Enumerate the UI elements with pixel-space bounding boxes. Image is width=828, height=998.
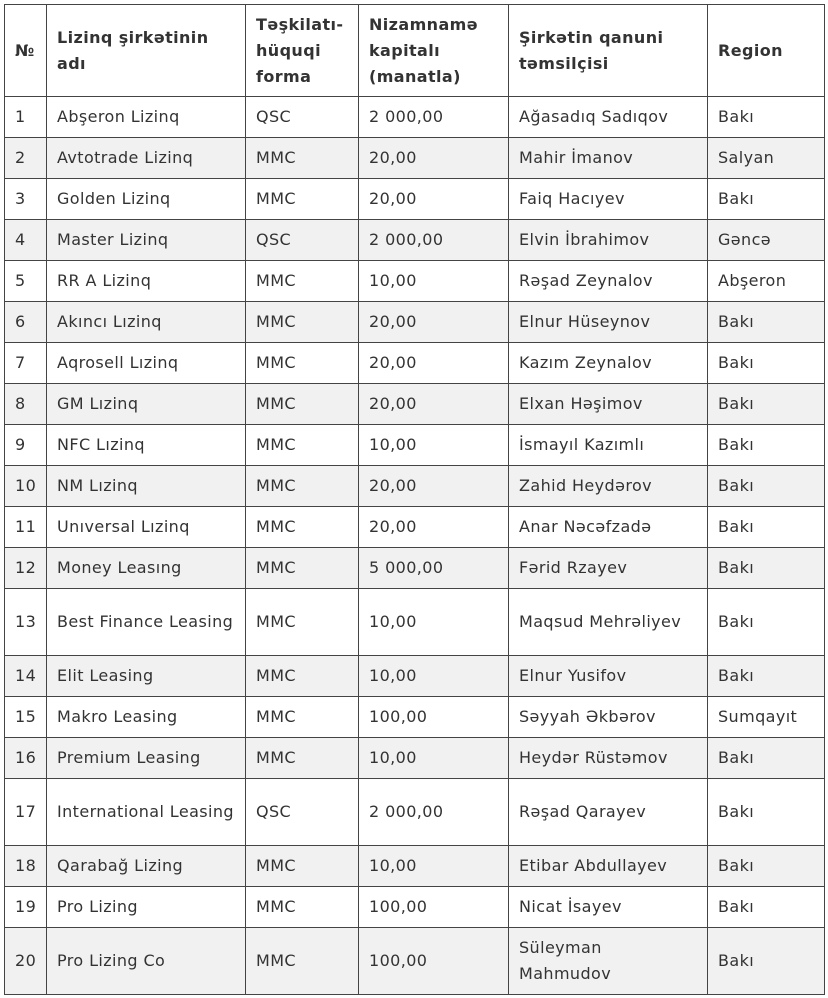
cell-charter-capital: 20,00 [359, 302, 509, 343]
cell-charter-capital: 20,00 [359, 466, 509, 507]
cell-legal-form: QSC [246, 779, 359, 846]
cell-charter-capital: 20,00 [359, 384, 509, 425]
cell-representative: Zahid Heydərov [509, 466, 708, 507]
cell-region: Bakı [708, 846, 825, 887]
cell-number: 18 [5, 846, 47, 887]
header-region: Region [708, 5, 825, 97]
cell-representative: Elnur Hüseynov [509, 302, 708, 343]
cell-representative: İsmayıl Kazımlı [509, 425, 708, 466]
table-row [5, 425, 825, 466]
cell-charter-capital: 2 000,00 [359, 779, 509, 846]
leasing-companies-table [4, 4, 825, 995]
cell-region: Bakı [708, 548, 825, 589]
cell-legal-form: MMC [246, 138, 359, 179]
cell-representative: Kazım Zeynalov [509, 343, 708, 384]
cell-charter-capital: 100,00 [359, 928, 509, 995]
cell-region: Abşeron [708, 261, 825, 302]
cell-region: Gəncə [708, 220, 825, 261]
cell-company-name: Master Lizinq [47, 220, 246, 261]
cell-company-name: GM Lızinq [47, 384, 246, 425]
cell-legal-form: MMC [246, 738, 359, 779]
cell-company-name: NFC Lızinq [47, 425, 246, 466]
table-row [5, 928, 825, 995]
cell-number: 14 [5, 656, 47, 697]
cell-legal-form: QSC [246, 220, 359, 261]
cell-region: Bakı [708, 302, 825, 343]
cell-company-name: Pro Lizing Co [47, 928, 246, 995]
cell-region: Bakı [708, 97, 825, 138]
table-row [5, 589, 825, 656]
table-row [5, 507, 825, 548]
cell-number: 5 [5, 261, 47, 302]
header-legal-form: Təşkilatı-hüquqi forma [246, 5, 359, 97]
cell-charter-capital: 2 000,00 [359, 97, 509, 138]
cell-company-name: Golden Lizinq [47, 179, 246, 220]
cell-company-name: Avtotrade Lizinq [47, 138, 246, 179]
table-row [5, 302, 825, 343]
cell-number: 16 [5, 738, 47, 779]
cell-legal-form: MMC [246, 343, 359, 384]
cell-legal-form: MMC [246, 548, 359, 589]
cell-representative: Faiq Hacıyev [509, 179, 708, 220]
cell-charter-capital: 100,00 [359, 697, 509, 738]
cell-company-name: Qarabağ Lizing [47, 846, 246, 887]
table-row [5, 697, 825, 738]
table-row [5, 656, 825, 697]
cell-company-name: Elit Leasing [47, 656, 246, 697]
cell-number: 15 [5, 697, 47, 738]
cell-representative: Rəşad Qarayev [509, 779, 708, 846]
cell-representative: Nicat İsayev [509, 887, 708, 928]
cell-legal-form: MMC [246, 846, 359, 887]
table-row [5, 220, 825, 261]
cell-number: 10 [5, 466, 47, 507]
cell-company-name: Best Finance Leasing [47, 589, 246, 656]
cell-company-name: International Leasing [47, 779, 246, 846]
cell-representative: Səyyah Əkbərov [509, 697, 708, 738]
cell-representative: Elnur Yusifov [509, 656, 708, 697]
cell-legal-form: MMC [246, 697, 359, 738]
table-row [5, 384, 825, 425]
cell-region: Sumqayıt [708, 697, 825, 738]
table-row [5, 261, 825, 302]
table-row [5, 466, 825, 507]
cell-charter-capital: 5 000,00 [359, 548, 509, 589]
cell-charter-capital: 20,00 [359, 507, 509, 548]
table-row [5, 887, 825, 928]
header-charter-capital: Nizamnamə kapitalı (manatla) [359, 5, 509, 97]
cell-legal-form: MMC [246, 887, 359, 928]
cell-number: 20 [5, 928, 47, 995]
cell-legal-form: MMC [246, 656, 359, 697]
cell-charter-capital: 100,00 [359, 887, 509, 928]
cell-charter-capital: 10,00 [359, 425, 509, 466]
cell-legal-form: QSC [246, 97, 359, 138]
table-row [5, 846, 825, 887]
cell-legal-form: MMC [246, 179, 359, 220]
cell-number: 8 [5, 384, 47, 425]
cell-number: 4 [5, 220, 47, 261]
cell-region: Bakı [708, 425, 825, 466]
cell-company-name: Makro Leasing [47, 697, 246, 738]
cell-legal-form: MMC [246, 589, 359, 656]
cell-region: Bakı [708, 179, 825, 220]
cell-number: 2 [5, 138, 47, 179]
cell-representative: Ağasadıq Sadıqov [509, 97, 708, 138]
cell-region: Bakı [708, 507, 825, 548]
cell-region: Bakı [708, 656, 825, 697]
cell-number: 3 [5, 179, 47, 220]
cell-number: 11 [5, 507, 47, 548]
cell-representative: Elvin İbrahimov [509, 220, 708, 261]
cell-representative: Rəşad Zeynalov [509, 261, 708, 302]
cell-region: Bakı [708, 343, 825, 384]
cell-charter-capital: 10,00 [359, 656, 509, 697]
cell-charter-capital: 2 000,00 [359, 220, 509, 261]
cell-company-name: Money Leasıng [47, 548, 246, 589]
cell-region: Bakı [708, 779, 825, 846]
cell-charter-capital: 20,00 [359, 138, 509, 179]
cell-company-name: Premium Leasing [47, 738, 246, 779]
cell-representative: Heydər Rüstəmov [509, 738, 708, 779]
cell-number: 7 [5, 343, 47, 384]
cell-region: Bakı [708, 887, 825, 928]
cell-company-name: Abşeron Lizinq [47, 97, 246, 138]
cell-number: 9 [5, 425, 47, 466]
cell-number: 6 [5, 302, 47, 343]
cell-legal-form: MMC [246, 261, 359, 302]
cell-company-name: NM Lızinq [47, 466, 246, 507]
cell-company-name: Pro Lizing [47, 887, 246, 928]
cell-company-name: Aqrosell Lızinq [47, 343, 246, 384]
cell-charter-capital: 10,00 [359, 738, 509, 779]
cell-region: Bakı [708, 738, 825, 779]
table-row [5, 179, 825, 220]
cell-region: Salyan [708, 138, 825, 179]
cell-legal-form: MMC [246, 384, 359, 425]
table-row [5, 738, 825, 779]
cell-region: Bakı [708, 589, 825, 656]
cell-representative: Maqsud Mehrəliyev [509, 589, 708, 656]
cell-charter-capital: 20,00 [359, 343, 509, 384]
cell-number: 1 [5, 97, 47, 138]
cell-region: Bakı [708, 466, 825, 507]
cell-number: 13 [5, 589, 47, 656]
cell-legal-form: MMC [246, 507, 359, 548]
table-row [5, 343, 825, 384]
cell-representative: Elxan Həşimov [509, 384, 708, 425]
cell-company-name: Unıversal Lızinq [47, 507, 246, 548]
table-row [5, 138, 825, 179]
header-number: № [5, 5, 47, 97]
cell-charter-capital: 10,00 [359, 846, 509, 887]
cell-region: Bakı [708, 384, 825, 425]
cell-charter-capital: 20,00 [359, 179, 509, 220]
cell-legal-form: MMC [246, 466, 359, 507]
cell-company-name: Akıncı Lızinq [47, 302, 246, 343]
cell-legal-form: MMC [246, 425, 359, 466]
cell-number: 19 [5, 887, 47, 928]
table-row [5, 779, 825, 846]
header-company-name: Lizinq şirkətinin adı [47, 5, 246, 97]
table-header-row [5, 5, 825, 97]
cell-number: 12 [5, 548, 47, 589]
cell-legal-form: MMC [246, 928, 359, 995]
cell-region: Bakı [708, 928, 825, 995]
table-row [5, 97, 825, 138]
cell-charter-capital: 10,00 [359, 589, 509, 656]
cell-charter-capital: 10,00 [359, 261, 509, 302]
cell-representative: Fərid Rzayev [509, 548, 708, 589]
cell-legal-form: MMC [246, 302, 359, 343]
cell-number: 17 [5, 779, 47, 846]
cell-representative: Mahir İmanov [509, 138, 708, 179]
cell-representative: Anar Nəcəfzadə [509, 507, 708, 548]
header-representative: Şirkətin qanuni təmsilçisi [509, 5, 708, 97]
table-body [5, 97, 825, 995]
cell-company-name: RR A Lizinq [47, 261, 246, 302]
cell-representative: Etibar Abdullayev [509, 846, 708, 887]
cell-representative: Süleyman Mahmudov [509, 928, 708, 995]
table-row [5, 548, 825, 589]
